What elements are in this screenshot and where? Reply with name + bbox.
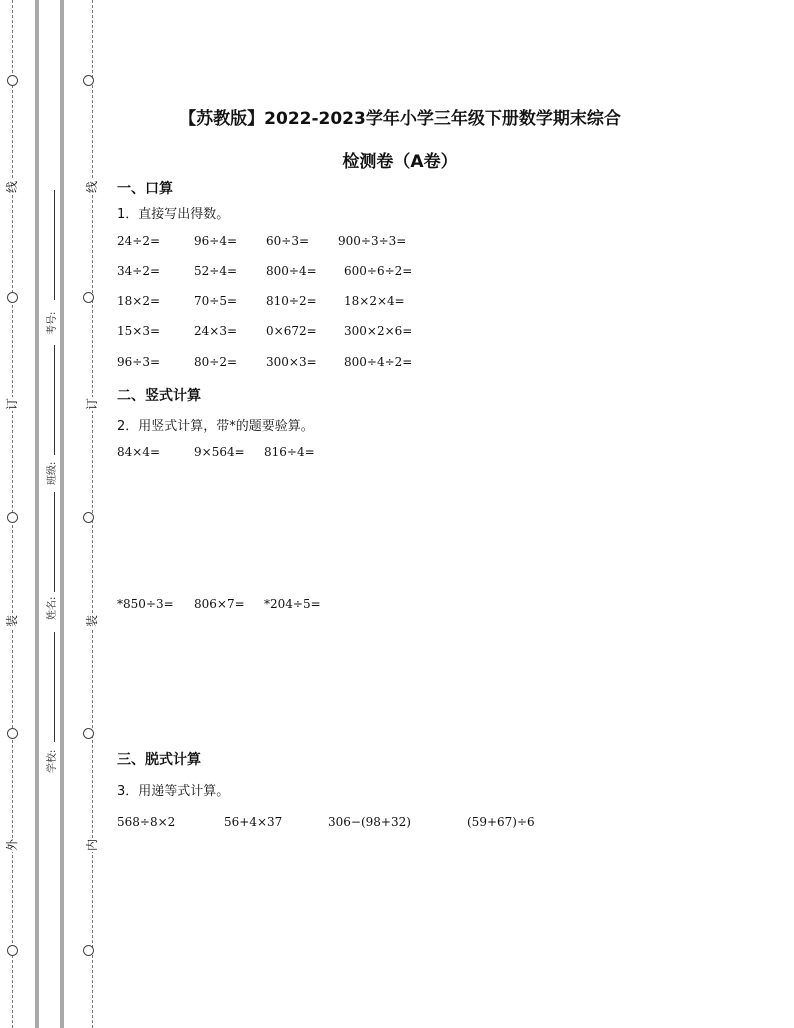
binding-hole bbox=[7, 945, 18, 956]
inner-char-nei: 内 bbox=[85, 839, 99, 852]
binding-hole bbox=[7, 75, 18, 86]
problem: 60÷3= bbox=[266, 234, 310, 248]
problem: 24×3= bbox=[194, 324, 238, 338]
field-label-name: 姓名: bbox=[47, 596, 58, 620]
problem: 70÷5= bbox=[194, 294, 238, 308]
problem: 816÷4= bbox=[264, 445, 315, 459]
binding-hole bbox=[7, 512, 18, 523]
document-title-line1: 【苏教版】2022-2023学年小学三年级下册数学期末综合 bbox=[179, 109, 621, 129]
problem: 300×3= bbox=[266, 355, 317, 369]
problem: 34÷2= bbox=[117, 264, 161, 278]
problem: *204÷5= bbox=[264, 597, 321, 611]
outer-char-zhuang: 装 bbox=[5, 615, 19, 628]
question-3: 3．用递等式计算。 bbox=[117, 784, 230, 799]
problem: 9×564= bbox=[194, 445, 245, 459]
field-line-exam-number bbox=[54, 190, 55, 300]
question-2: 2．用竖式计算，带*的题要验算。 bbox=[117, 419, 314, 434]
problem: (59+67)÷6 bbox=[467, 815, 535, 829]
binding-hole bbox=[83, 945, 94, 956]
problem: 900÷3÷3= bbox=[338, 234, 407, 248]
inner-char-zhuang: 装 bbox=[85, 615, 99, 628]
inner-char-ding: 订 bbox=[85, 398, 99, 411]
binding-hole bbox=[83, 292, 94, 303]
problem: 96÷3= bbox=[117, 355, 161, 369]
problem: 806×7= bbox=[194, 597, 245, 611]
field-line-school bbox=[54, 632, 55, 742]
section-heading-vertical: 二、竖式计算 bbox=[117, 388, 201, 404]
field-line-class bbox=[54, 345, 55, 455]
problem: 84×4= bbox=[117, 445, 161, 459]
problem: 0×672= bbox=[266, 324, 317, 338]
document-title-line2: 检测卷（A卷） bbox=[342, 152, 458, 172]
problem: 96÷4= bbox=[194, 234, 238, 248]
problem: 306−(98+32) bbox=[328, 815, 411, 829]
field-label-exam-number: 考号: bbox=[47, 311, 58, 335]
outer-char-wai: 外 bbox=[5, 839, 19, 852]
field-label-school: 学校: bbox=[47, 749, 58, 773]
inner-char-xian: 线 bbox=[85, 181, 99, 194]
field-line-name bbox=[54, 492, 55, 592]
problem: 300×2×6= bbox=[344, 324, 413, 338]
gray-band-inner bbox=[39, 0, 60, 1028]
binding-hole bbox=[83, 512, 94, 523]
problem: 568÷8×2 bbox=[117, 815, 176, 829]
binding-hole bbox=[83, 728, 94, 739]
section-heading-stepwise: 三、脱式计算 bbox=[117, 752, 201, 768]
problem: 810÷2= bbox=[266, 294, 317, 308]
problem: 56+4×37 bbox=[224, 815, 283, 829]
problem: 80÷2= bbox=[194, 355, 238, 369]
question-1: 1．直接写出得数。 bbox=[117, 207, 230, 222]
binding-hole bbox=[83, 75, 94, 86]
field-label-class: 班级: bbox=[47, 461, 58, 485]
problem: 800÷4÷2= bbox=[344, 355, 413, 369]
problem: *850÷3= bbox=[117, 597, 174, 611]
problem: 800÷4= bbox=[266, 264, 317, 278]
problem: 18×2×4= bbox=[344, 294, 405, 308]
binding-hole bbox=[7, 728, 18, 739]
problem: 18×2= bbox=[117, 294, 161, 308]
outer-char-xian: 线 bbox=[5, 181, 19, 194]
problem: 600÷6÷2= bbox=[344, 264, 413, 278]
problem: 52÷4= bbox=[194, 264, 238, 278]
binding-hole bbox=[7, 292, 18, 303]
problem: 15×3= bbox=[117, 324, 161, 338]
problem: 24÷2= bbox=[117, 234, 161, 248]
section-heading-oral: 一、口算 bbox=[117, 181, 173, 197]
outer-char-ding: 订 bbox=[5, 398, 19, 411]
